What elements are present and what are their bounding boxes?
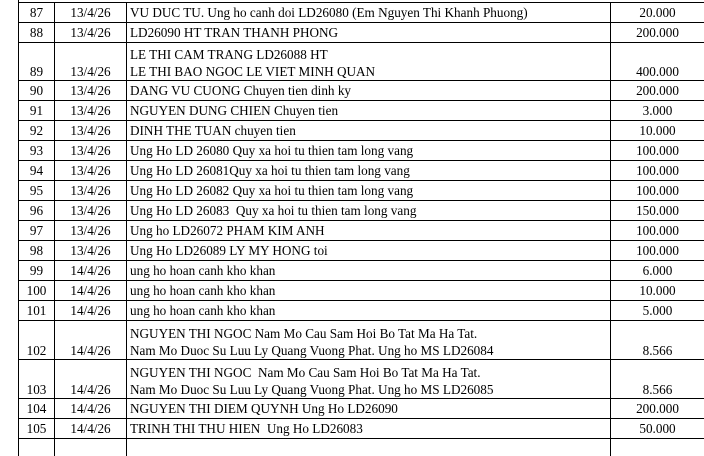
table-row [19,43,704,81]
row-description: NGUYEN DUNG CHIEN Chuyen tien [127,101,611,121]
row-date: 13/4/26 [55,141,127,161]
row-amount: 200.000 [611,399,704,419]
row-number: 89 [19,43,55,81]
row-amount: 50.000 [611,419,704,439]
row-amount: 150.000 [611,201,704,221]
row-date: 13/4/26 [55,101,127,121]
row-number: 87 [19,3,55,23]
row-description: TRINH THI THU HIEN Ung Ho LD26083 [127,419,611,439]
table-row [19,141,704,161]
table-row [19,301,704,321]
row-amount: 400.000 [611,43,704,81]
row-description: Ung Ho LD 26081Quy xa hoi tu thien tam long vang [127,161,611,181]
table-row [19,419,704,439]
row-description: LD26090 HT TRAN THANH PHONG [127,23,611,43]
row-description: DINH THE TUAN chuyen tien [127,121,611,141]
row-number: 102 [19,321,55,360]
row-number: 105 [19,419,55,439]
table-row [19,201,704,221]
row-date: 13/4/26 [55,23,127,43]
row-amount: 100.000 [611,241,704,261]
row-date [55,439,127,456]
row-number: 97 [19,221,55,241]
table-row [19,221,704,241]
row-date: 14/4/26 [55,321,127,360]
row-number: 93 [19,141,55,161]
table-row [19,3,704,23]
table-row [19,121,704,141]
row-description [127,321,611,360]
row-amount: 20.000 [611,3,704,23]
row-description: Ung Ho LD 26080 Quy xa hoi tu thien tam long vang [127,141,611,161]
row-amount: 8.566 [611,321,704,360]
row-date: 13/4/26 [55,121,127,141]
row-description: ung ho hoan canh kho khan [127,281,611,301]
donation-ledger-table [18,2,704,456]
row-description: Ung ho LD26072 PHAM KIM ANH [127,221,611,241]
row-date: 14/4/26 [55,399,127,419]
row-date: 14/4/26 [55,261,127,281]
row-amount: 10.000 [611,281,704,301]
table-row [19,321,704,360]
row-amount: 100.000 [611,161,704,181]
description-line: LE THI CAM TRANG LD26088 HT [130,47,328,62]
row-number: 100 [19,281,55,301]
row-number: 94 [19,161,55,181]
row-number: 88 [19,23,55,43]
description-line: Nam Mo Duoc Su Luu Ly Quang Vuong Phat. Ung ho MS LD26085 [130,382,494,397]
row-date: 13/4/26 [55,161,127,181]
table-row [19,281,704,301]
row-description: VU DUC TU. Ung ho canh doi LD26080 (Em Nguyen Thi Khanh Phuong) [127,3,611,23]
row-date: 13/4/26 [55,201,127,221]
row-date: 13/4/26 [55,3,127,23]
row-amount: 100.000 [611,181,704,201]
table-row [19,241,704,261]
description-line: NGUYEN THI NGOC Nam Mo Cau Sam Hoi Bo Tat Ma Ha Tat. [130,326,478,341]
table-row [19,360,704,399]
row-description [127,360,611,399]
row-description: Ung Ho LD 26083 Quy xa hoi tu thien tam long vang [127,201,611,221]
row-description: Ung Ho LD26089 LY MY HONG toi [127,241,611,261]
row-description: ung ho hoan canh kho khan [127,261,611,281]
table-row-partial [19,439,704,456]
row-date: 14/4/26 [55,419,127,439]
table-row [19,101,704,121]
row-number: 96 [19,201,55,221]
table-row [19,23,704,43]
table-row [19,81,704,101]
row-amount: 200.000 [611,81,704,101]
row-date: 13/4/26 [55,241,127,261]
row-description: ung ho hoan canh kho khan [127,301,611,321]
row-number: 98 [19,241,55,261]
row-amount: 10.000 [611,121,704,141]
row-description: NGUYEN THI DIEM QUYNH Ung Ho LD26090 [127,399,611,419]
row-number: 99 [19,261,55,281]
row-number: 90 [19,81,55,101]
description-line: LE THI BAO NGOC LE VIET MINH QUAN [130,64,376,79]
row-amount: 6.000 [611,261,704,281]
description-line: NGUYEN THI NGOC Nam Mo Cau Sam Hoi Bo Tat Ma Ha Tat. [130,365,481,380]
row-number: 92 [19,121,55,141]
row-description [127,43,611,81]
row-date: 14/4/26 [55,281,127,301]
table-row [19,161,704,181]
row-number: 101 [19,301,55,321]
row-amount: 5.000 [611,301,704,321]
row-number [19,439,55,456]
table-row [19,261,704,281]
row-number: 103 [19,360,55,399]
row-amount: 8.566 [611,360,704,399]
row-amount: 100.000 [611,221,704,241]
table-row [19,181,704,201]
table-row [19,399,704,419]
row-date: 14/4/26 [55,360,127,399]
row-description: Ung Ho LD 26082 Quy xa hoi tu thien tam long vang [127,181,611,201]
row-date: 13/4/26 [55,43,127,81]
row-date: 13/4/26 [55,81,127,101]
row-number: 95 [19,181,55,201]
ledger-body [19,3,704,456]
row-description [127,439,611,456]
row-description: DANG VU CUONG Chuyen tien dinh ky [127,81,611,101]
row-amount: 200.000 [611,23,704,43]
row-date: 14/4/26 [55,301,127,321]
row-number: 104 [19,399,55,419]
row-number: 91 [19,101,55,121]
description-line: Nam Mo Duoc Su Luu Ly Quang Vuong Phat. Ung ho MS LD26084 [130,343,494,358]
row-date: 13/4/26 [55,221,127,241]
row-amount: 100.000 [611,141,704,161]
row-amount: 3.000 [611,101,704,121]
row-date: 13/4/26 [55,181,127,201]
row-amount [611,439,704,456]
